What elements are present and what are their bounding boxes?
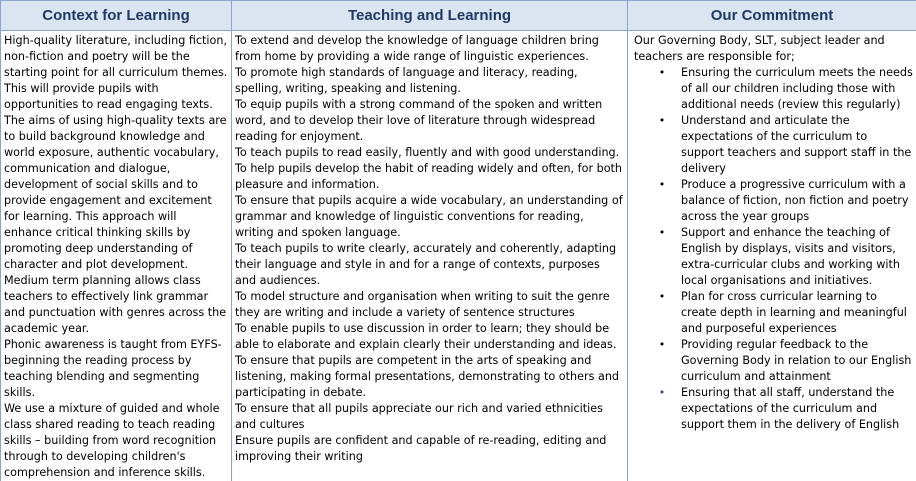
- teaching-aim: To promote high standards of language and literacy, reading, spelling, writing, speaking and listening.: [235, 65, 624, 97]
- commitment-item: [634, 289, 913, 337]
- commitment-intro: Our Governing Body, SLT, subject leader and teachers are responsible for;: [634, 33, 913, 65]
- context-cell: [1, 31, 232, 481]
- teaching-aim: To extend and develop the knowledge of language children bring from home by providing a wide range of linguistic experiences.: [235, 33, 624, 65]
- commitment-cell: [628, 31, 916, 481]
- teaching-aim: To ensure that all pupils appreciate our rich and varied ethnicities and cultures: [235, 401, 624, 433]
- content-row: [1, 31, 916, 481]
- teaching-aim: To model structure and organisation when writing to suit the genre they are writing and include a variety of sentence structures: [235, 289, 624, 321]
- context-paragraph: Phonic awareness is taught from EYFS- beginning the reading process by teaching blending and segmenting skills.: [4, 337, 228, 401]
- commitment-item: [634, 225, 913, 289]
- context-paragraph: High-quality literature, including fiction, non-fiction and poetry will be the starting point for all curriculum themes. This will provide pupils with opportunities to read engaging texts.: [4, 33, 228, 113]
- commitment-item-text: Providing regular feedback to the Governing Body in relation to our English curriculum and attainment: [681, 338, 911, 383]
- commitment-item: [634, 177, 913, 225]
- header-context-for-learning: Context for Learning: [1, 1, 232, 31]
- bullet-icon: •: [657, 113, 667, 129]
- commitment-item: [634, 113, 913, 177]
- commitment-item-text: Plan for cross curricular learning to create depth in learning and meaningful and purposeful experiences: [681, 290, 907, 335]
- context-paragraph: We use a mixture of guided and whole class shared reading to teach reading skills – building from word recognition through to developing children's comprehension and inference skills.: [4, 401, 228, 481]
- commitment-item: [634, 385, 913, 433]
- bullet-icon: •: [657, 337, 667, 353]
- teaching-aim: To help pupils develop the habit of reading widely and often, for both pleasure and information.: [235, 161, 624, 193]
- commitment-list: [634, 65, 913, 433]
- teaching-aim: To teach pupils to read easily, fluently and with good understanding.: [235, 145, 624, 161]
- context-paragraph: The aims of using high-quality texts are to build background knowledge and world exposure, authentic vocabulary, communication and dialogue, development of social skills and to provide engagement and excitement for learning. This approach will enhance critical thinking skills by promoting deep understanding of character and plot development.: [4, 113, 228, 273]
- teaching-aim: To ensure that pupils acquire a wide vocabulary, an understanding of grammar and knowledge of linguistic conventions for reading, writing and spoken language.: [235, 193, 624, 241]
- teaching-aim: To ensure that pupils are competent in the arts of speaking and listening, making formal presentations, demonstrating to others and participating in debate.: [235, 353, 624, 401]
- teaching-aim: Ensure pupils are confident and capable of re-reading, editing and improving their writing: [235, 433, 624, 465]
- context-paragraph: Medium term planning allows class teachers to effectively link grammar and punctuation with genres across the academic year.: [4, 273, 228, 337]
- header-our-commitment: Our Commitment: [628, 1, 916, 31]
- teaching-cell: [232, 31, 628, 481]
- commitment-item-text: Understand and articulate the expectations of the curriculum to support teachers and support staff in the delivery: [681, 114, 911, 175]
- bullet-icon: •: [657, 177, 667, 193]
- commitment-item-text: Support and enhance the teaching of English by displays, visits and visitors, extra-curricular clubs and working with local organisations and initiatives.: [681, 226, 900, 287]
- commitment-item-text: Ensuring that all staff, understand the expectations of the curriculum and support them in the delivery of English: [681, 386, 899, 431]
- commitment-item-text: Produce a progressive curriculum with a balance of fiction, non fiction and poetry across the year groups: [681, 178, 909, 223]
- commitment-item-text: Ensuring the curriculum meets the needs of all our children including those with additional needs (review this regularly): [681, 66, 913, 111]
- commitment-item: [634, 337, 913, 385]
- bullet-icon: •: [657, 385, 667, 401]
- header-teaching-and-learning: Teaching and Learning: [232, 1, 628, 31]
- commitment-item: [634, 65, 913, 113]
- teaching-aim: To equip pupils with a strong command of the spoken and written word, and to develop their love of literature through widespread reading for enjoyment.: [235, 97, 624, 145]
- bullet-icon: •: [657, 289, 667, 305]
- teaching-aim: To enable pupils to use discussion in order to learn; they should be able to elaborate and explain clearly their understanding and ideas.: [235, 321, 624, 353]
- teaching-aim: To teach pupils to write clearly, accurately and coherently, adapting their language and style in and for a range of contexts, purposes and audiences.: [235, 241, 624, 289]
- header-row: [1, 1, 916, 31]
- bullet-icon: •: [657, 225, 667, 241]
- bullet-icon: •: [657, 65, 667, 81]
